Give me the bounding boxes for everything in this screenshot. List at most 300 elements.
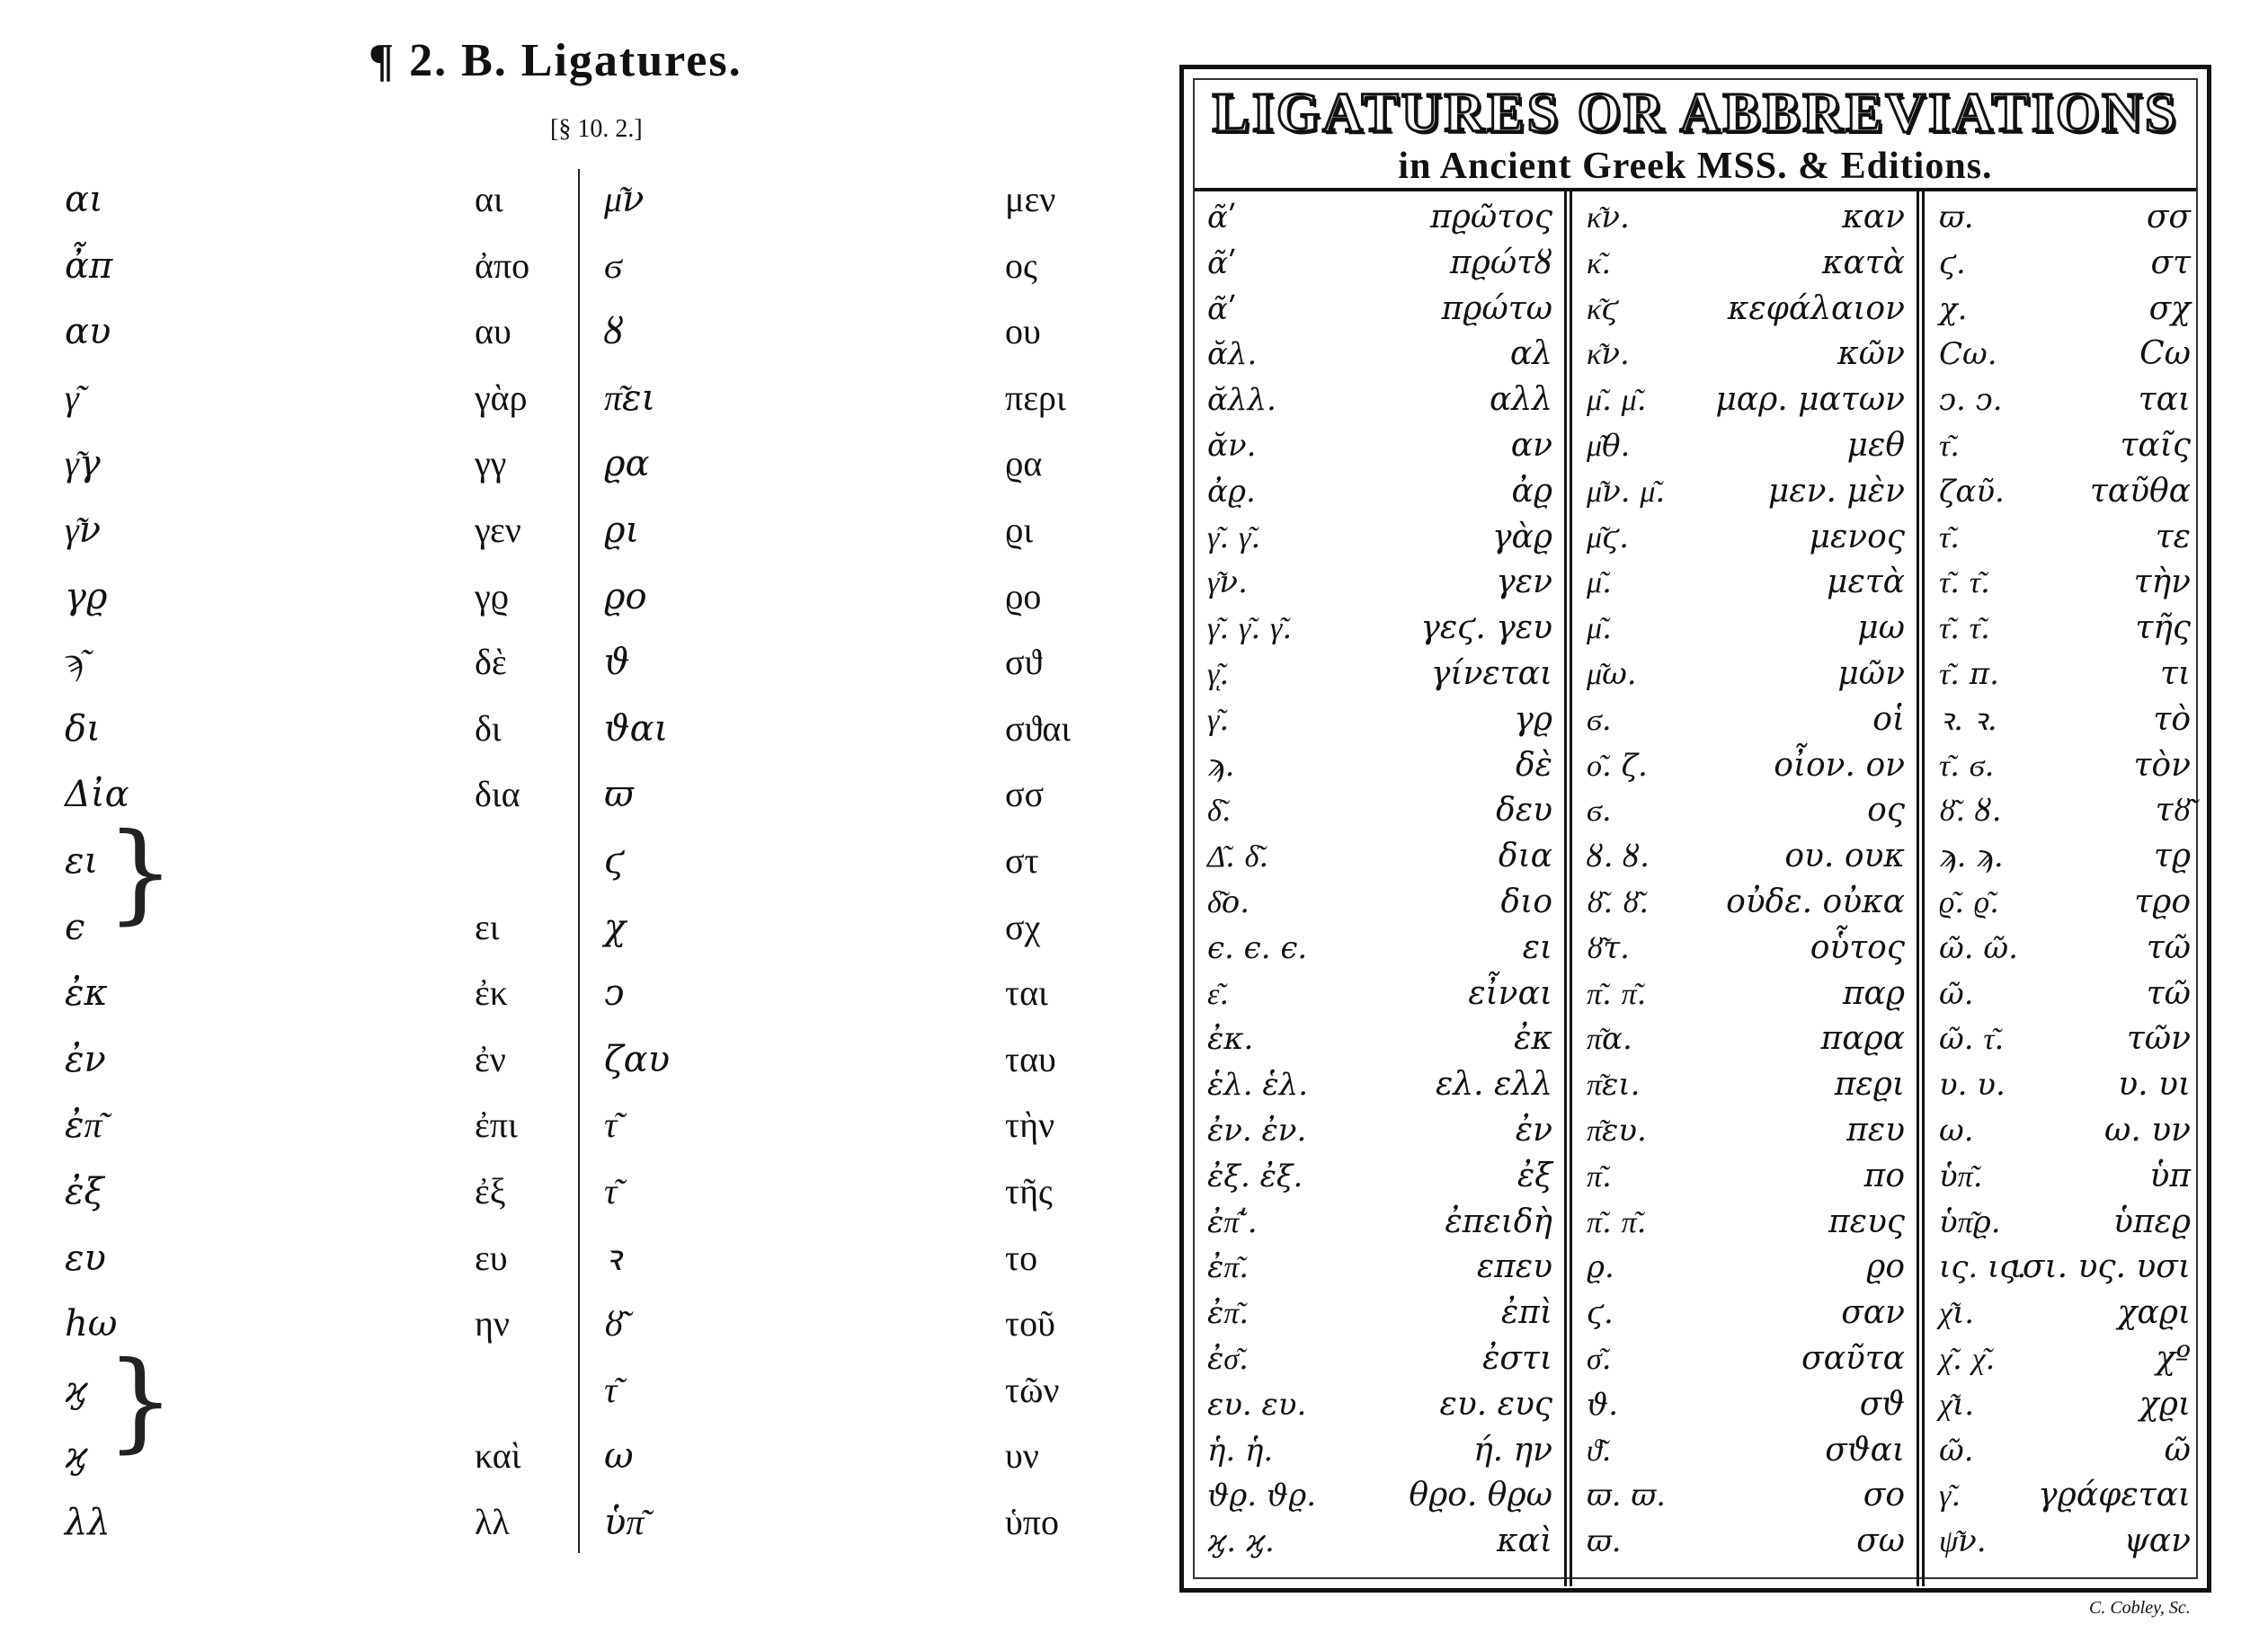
abbreviation-entry (1574, 287, 1916, 332)
ligature-glyph: τ͂ (604, 1171, 618, 1212)
ligature-row (0, 173, 1160, 237)
abbreviation-entry (1574, 652, 1916, 697)
abbreviation-entry (1195, 1428, 1563, 1473)
abbreviation-entry (1574, 1062, 1916, 1107)
abbreviation-meaning: μετὰ (1827, 564, 1905, 601)
abbreviation-meaning: καὶ (1496, 1522, 1552, 1560)
ligature-glyph: αυ (65, 311, 111, 353)
abbreviation-entry (1926, 469, 2201, 514)
abbreviation-entry (1574, 515, 1916, 560)
abbreviation-meaning: οἱ (1872, 700, 1905, 738)
abbreviation-meaning: γεν (1496, 564, 1552, 601)
ligature-transcription: ει (475, 906, 500, 947)
abbreviation-entry (1574, 697, 1916, 742)
abbreviation-meaning: πϱώτω (1441, 289, 1552, 327)
ligature-row (0, 305, 1160, 369)
abbreviation-meaning: ψαν (2123, 1522, 2191, 1560)
ligature-transcription: αι (475, 179, 503, 219)
abbreviation-glyph: γ͂. (1207, 701, 1230, 738)
abbreviation-meaning: στ (2150, 244, 2191, 281)
ligature-glyph: ϱι (604, 510, 640, 551)
abbreviation-entry (1926, 195, 2201, 240)
ligature-row (0, 966, 1160, 1031)
ligature-transcription: ϱα (1005, 443, 1043, 484)
abbreviation-meaning: αν (1510, 427, 1552, 464)
ligature-transcription: ταυ (1005, 1038, 1056, 1079)
abbreviation-entry (1574, 743, 1916, 788)
ligature-transcription: ἐξ (475, 1171, 506, 1212)
ligature-transcription: ευ (475, 1237, 508, 1278)
abbreviation-glyph: ϑ. (1587, 1386, 1619, 1423)
abbreviation-entry (1574, 1016, 1916, 1061)
abbreviation-meaning: τὸν (2133, 746, 2191, 784)
abbreviation-glyph: τ͂. (1939, 519, 1960, 555)
ligature-transcription: ϱι (1005, 510, 1034, 550)
abbreviation-meaning: τῶ (2146, 928, 2191, 966)
abbreviation-entry (1195, 1473, 1563, 1518)
abbreviation-glyph: τ͂. τ͂. (1939, 610, 1990, 647)
abbreviation-meaning: ται (2138, 381, 2191, 419)
abbreviation-entry (1195, 1154, 1563, 1199)
abbreviation-entry (1926, 560, 2201, 605)
abbreviation-meaning: πευς (1828, 1203, 1905, 1240)
ligature-glyph: αι (65, 179, 103, 220)
abbreviation-entry (1926, 788, 2201, 833)
abbreviation-entry (1926, 1291, 2201, 1336)
ligature-transcription: σσ (1005, 774, 1045, 815)
column-rule (1917, 188, 1925, 1586)
abbreviation-meaning: σαῦτα (1801, 1340, 1905, 1377)
ligature-transcription: τῶν (1005, 1369, 1060, 1410)
ligature-glyph: γ͂ν (65, 510, 102, 551)
ligature-transcription: το (1005, 1237, 1038, 1278)
abbreviation-meaning: αλ (1509, 335, 1552, 373)
abbreviation-entry (1926, 515, 2201, 560)
abbreviation-entry (1926, 287, 2201, 332)
ligature-glyph: τ͂ (604, 1369, 618, 1411)
abbreviation-entry (1195, 560, 1563, 605)
abbreviation-glyph: τ͂. (1939, 428, 1960, 464)
abbreviation-glyph: γ͂. γ͂. (1207, 519, 1261, 555)
abbreviation-glyph: γ͂. (1939, 1478, 1961, 1514)
abbreviation-entry (1926, 652, 2201, 697)
abbreviation-glyph: ϱ͂. ϱ͂. (1939, 884, 1999, 920)
abbreviation-glyph: ἡ. ἡ. (1207, 1432, 1274, 1469)
ligature-transcription: μεν (1005, 179, 1056, 219)
ligature-transcription: δι (475, 707, 502, 749)
abbreviation-meaning: ος (1867, 792, 1905, 830)
abbreviation-glyph: ꝛ. ꝛ. (1939, 701, 1997, 738)
abbreviation-glyph: κ͂ν. (1587, 200, 1630, 235)
abbreviation-entry (1195, 972, 1563, 1016)
ligature-transcription: ἐκ (475, 972, 508, 1014)
abbreviation-glyph: ȣ͂. ȣ͂. (1587, 884, 1650, 920)
plate-subtitle: in Ancient Greek MSS. & Editions. (1398, 146, 1993, 187)
ligature-row (0, 1098, 1160, 1163)
section-reference: [§ 10. 2.] (550, 115, 643, 143)
ligature-transcription: αυ (475, 311, 511, 352)
abbreviation-meaning: ὑπ (2149, 1157, 2191, 1194)
abbreviation-glyph: ϭ. (1587, 701, 1612, 738)
abbreviation-meaning: ὑπεϱ (2112, 1203, 2191, 1240)
abbreviation-glyph: ις. ις. (1939, 1249, 2027, 1286)
abbreviation-entry (1574, 788, 1916, 833)
ligature-glyph: γ͂γ (65, 443, 101, 485)
ligature-row (0, 1165, 1160, 1229)
abbreviation-entry (1195, 1200, 1563, 1245)
abbreviation-meaning: διο (1500, 883, 1552, 920)
ligature-transcription: ἐν (475, 1038, 506, 1079)
abbreviation-entry (1195, 926, 1563, 971)
abbreviation-meaning: πο (1863, 1157, 1905, 1194)
abbreviation-meaning: ή. ην (1473, 1431, 1552, 1469)
abbreviation-meaning: θϱο. θϱω (1409, 1477, 1552, 1514)
ligature-row (0, 1231, 1160, 1296)
abbreviation-entry (1195, 1245, 1563, 1290)
abbreviation-glyph: υ. υ. (1939, 1067, 2006, 1104)
abbreviation-entry (1574, 195, 1916, 240)
ligature-transcription: σϑαι (1005, 707, 1072, 749)
abbreviation-entry (1574, 423, 1916, 468)
abbreviation-entry (1195, 423, 1563, 468)
ligature-transcription: υν (1005, 1435, 1039, 1477)
abbreviation-glyph: ἐπ͂ʹ. (1207, 1203, 1258, 1240)
abbreviation-glyph: ϱ. (1587, 1249, 1614, 1286)
abbreviation-meaning: πεϱι (1834, 1066, 1905, 1104)
abbreviation-entry (1926, 1428, 2201, 1473)
abbreviation-entry (1574, 332, 1916, 377)
ligature-glyph: Δἰα (65, 774, 129, 816)
engraver-credit: C. Cobley, Sc. (2089, 1598, 2191, 1618)
abbreviation-meaning: επευ (1476, 1248, 1552, 1286)
ligature-row (0, 702, 1160, 767)
abbreviation-meaning: Cω (2139, 335, 2191, 373)
abbreviation-entry (1195, 1291, 1563, 1336)
abbreviation-glyph: χ͂ι. (1939, 1386, 1975, 1423)
ligature-transcription: περι (1005, 377, 1066, 418)
abbreviation-glyph: κ͂ϛ (1587, 290, 1619, 327)
ligature-transcription: ου (1005, 311, 1041, 352)
ligature-glyph: ϭ (604, 244, 622, 287)
abbreviation-glyph: ᾶʹ (1207, 244, 1237, 281)
abbreviation-meaning: ελ. ελλ (1436, 1066, 1552, 1104)
abbreviation-meaning: δευ (1496, 792, 1552, 830)
abbreviation-entry (1195, 697, 1563, 742)
abbreviation-meaning: παϱα (1820, 1020, 1905, 1058)
ligature-transcription: δια (475, 774, 520, 815)
ligature-transcription: στ (1005, 840, 1039, 881)
ligature-glyph: ꝛ (604, 1237, 621, 1279)
abbreviation-meaning: σχ (2148, 289, 2191, 327)
abbreviation-entry (1574, 880, 1916, 925)
abbreviation-meaning: γίνεται (1430, 655, 1552, 692)
ligature-glyph: ϗ (65, 1435, 87, 1478)
abbreviation-entry (1574, 377, 1916, 422)
ligature-glyph: hω (65, 1303, 118, 1345)
abbreviation-meaning: ϱο (1866, 1248, 1905, 1286)
brace-kai: } (106, 1339, 175, 1464)
abbreviation-meaning: μεθ (1846, 427, 1905, 464)
abbreviation-entry (1195, 469, 1563, 514)
ligature-transcription: λλ (475, 1502, 510, 1542)
abbreviation-glyph: μ͂ω. (1587, 656, 1637, 692)
abbreviation-meaning: ἀϱ (1511, 472, 1552, 510)
abbreviation-meaning: μενος (1809, 518, 1905, 555)
ligature-transcription: ος (1005, 244, 1037, 286)
abbreviation-meaning: πευ (1846, 1112, 1905, 1149)
abbreviation-glyph: ῶ. ῶ. (1939, 929, 2018, 966)
abbreviation-glyph: π͂ει. (1587, 1067, 1641, 1104)
ligature-transcription: σϑ (1005, 642, 1043, 683)
ligature-transcription: ὑπο (1005, 1502, 1059, 1542)
abbreviation-entry (1195, 743, 1563, 788)
abbreviation-meaning: τὴν (2133, 564, 2191, 601)
ligature-row (0, 1033, 1160, 1097)
ligature-glyph: μ͂ν (604, 179, 645, 220)
ligature-transcription: τὴν (1005, 1105, 1055, 1146)
abbreviation-meaning: υ. υι (2118, 1066, 2191, 1104)
abbreviation-meaning: κεφάλαιον (1727, 289, 1905, 327)
abbreviation-glyph: ὑπ͂ϱ. (1939, 1203, 2001, 1240)
ligature-transcription: γγ (475, 443, 507, 484)
abbreviation-entry (1574, 1291, 1916, 1336)
abbreviation-entry (1926, 1200, 2201, 1245)
abbreviation-glyph: χ͂. χ͂. (1939, 1341, 1996, 1377)
abbreviation-meaning: γϱ (1514, 700, 1552, 738)
abbreviation-glyph: μ͂. (1587, 564, 1612, 601)
abbreviation-glyph: ȣ͂τ. (1587, 929, 1630, 966)
abbreviation-glyph: ᾶʹ (1207, 200, 1237, 235)
abbreviation-meaning: σαν (1841, 1294, 1905, 1332)
abbreviation-entry (1195, 788, 1563, 833)
ligature-row (0, 1496, 1160, 1560)
abbreviation-meaning: γεϛ. γευ (1420, 609, 1552, 647)
abbreviation-glyph: μ͂. μ͂. (1587, 382, 1647, 419)
abbreviation-glyph: ε͂. (1207, 975, 1230, 1012)
abbreviation-entry (1926, 1154, 2201, 1199)
abbreviation-entry (1574, 972, 1916, 1016)
ligature-glyph: ἐν (65, 1038, 106, 1080)
ligature-row (0, 239, 1160, 304)
ligature-transcription: τῆς (1005, 1171, 1053, 1212)
abbreviation-entry (1926, 606, 2201, 651)
abbreviation-entry (1926, 1108, 2201, 1153)
abbreviation-glyph: ῶ. (1939, 975, 1974, 1012)
abbreviation-meaning: παϱ (1842, 974, 1905, 1012)
abbreviation-entry (1926, 1382, 2201, 1427)
ligature-glyph: ἐξ (65, 1171, 104, 1212)
abbreviation-entry (1926, 1062, 2201, 1107)
abbreviation-glyph: ὑπ͂. (1939, 1158, 1983, 1194)
abbreviation-meaning: μω (1857, 609, 1905, 647)
abbreviation-meaning: ισι. υς. υσι (2009, 1248, 2191, 1286)
abbreviation-entry (1926, 972, 2201, 1016)
ligature-glyph: π͂ει (604, 377, 656, 419)
abbreviation-meaning: ταῦθα (2089, 472, 2191, 510)
abbreviation-glyph: κ͂. (1587, 244, 1612, 281)
abbreviation-entry (1574, 241, 1916, 286)
abbreviation-glyph: μ͂ϛ. (1587, 519, 1629, 555)
abbreviation-glyph: ῶ. τ͂. (1939, 1021, 2005, 1058)
abbreviation-meaning: τῶ (2146, 974, 2191, 1012)
abbreviation-entry (1195, 332, 1563, 377)
abbreviation-meaning: πϱώτȣ (1450, 244, 1552, 281)
abbreviation-meaning: ῶ (2164, 1431, 2191, 1469)
abbreviation-glyph: μ͂θ. (1587, 428, 1631, 464)
abbreviation-glyph: ἐξ. ἐξ. (1207, 1158, 1303, 1194)
abbreviation-meaning: οἶον. ον (1774, 746, 1905, 784)
abbreviation-glyph: ο͂. ζ. (1587, 747, 1648, 784)
abbreviation-meaning: ου. ουκ (1784, 838, 1905, 875)
abbreviation-meaning: μῶν (1837, 655, 1905, 692)
abbreviation-meaning: χº (2156, 1340, 2191, 1377)
ligature-transcription: γεν (475, 510, 521, 550)
abbreviation-glyph: ἐκ. (1207, 1021, 1254, 1058)
ligature-glyph: ϑ (604, 642, 630, 684)
abbreviation-glyph: ζαῦ. (1939, 473, 2005, 510)
abbreviation-entry (1195, 652, 1563, 697)
abbreviation-meaning: ἐξ (1516, 1157, 1552, 1194)
abbreviation-entry (1926, 926, 2201, 971)
abbreviation-glyph: ϡ. (1207, 747, 1235, 784)
ligature-glyph: ȣ (604, 311, 625, 353)
ligature-glyph: ϑαι (604, 707, 669, 750)
abbreviation-meaning: ταῖς (2120, 427, 2191, 464)
abbreviation-entry (1195, 377, 1563, 422)
abbreviation-glyph: π͂. π͂. (1587, 1203, 1647, 1240)
abbreviation-entry (1926, 241, 2201, 286)
abbreviation-glyph: σ͂. (1587, 1341, 1612, 1377)
abbreviation-entry (1926, 1473, 2201, 1518)
abbreviation-entry (1574, 1200, 1916, 1245)
abbreviation-glyph: π͂α. (1587, 1021, 1632, 1058)
abbreviation-entry (1195, 287, 1563, 332)
abbreviation-glyph: π͂. π͂. (1587, 975, 1647, 1012)
abbreviation-meaning: σϑ (1859, 1385, 1905, 1423)
abbreviation-meaning: τὸ (2153, 700, 2191, 738)
abbreviation-glyph: ευ. ευ. (1207, 1386, 1307, 1423)
ligature-glyph: ὑπ͂ (604, 1502, 645, 1543)
ligature-glyph: χ (604, 906, 627, 948)
abbreviation-entry (1195, 1062, 1563, 1107)
abbreviation-meaning: τϱο (2134, 883, 2191, 920)
abbreviation-meaning: μαρ. ματων (1715, 381, 1905, 419)
abbreviation-entry (1195, 1519, 1563, 1564)
abbreviation-meaning: τȣ͂ (2155, 792, 2191, 830)
ligature-glyph: ϵ (65, 906, 85, 948)
abbreviation-meaning: δια (1498, 838, 1552, 875)
abbreviation-meaning: δὲ (1516, 746, 1552, 784)
ligature-glyph: ἐκ (65, 972, 108, 1015)
abbreviation-glyph: μ͂. (1587, 610, 1612, 647)
abbreviation-glyph: χ͂ι. (1939, 1295, 1975, 1332)
abbreviation-entry (1926, 377, 2201, 422)
abbreviation-meaning: εἶναι (1468, 974, 1552, 1012)
abbreviation-glyph: δ͂ο. (1207, 884, 1250, 920)
abbreviation-glyph: ͻ. ͻ. (1939, 382, 2003, 419)
ligature-transcription: ἀπο (475, 244, 530, 286)
abbreviation-entry (1195, 606, 1563, 651)
abbreviation-glyph: Cω. (1939, 336, 1997, 373)
abbreviation-glyph: ψ͂ν. (1939, 1523, 1987, 1560)
abbreviation-glyph: δ͂. (1207, 793, 1232, 830)
ligature-transcription: ϱο (1005, 575, 1042, 617)
abbreviation-meaning: οὐδε. οὐκα (1726, 883, 1905, 920)
ligature-glyph: δι (65, 707, 101, 750)
section-title: ¶ 2. B. Ligatures. (369, 35, 743, 86)
ligature-transcription: σχ (1005, 906, 1041, 947)
abbreviation-glyph: ἐπ͂. (1207, 1249, 1250, 1286)
abbreviation-glyph: ϛ. (1587, 1295, 1614, 1332)
abbreviation-glyph: π͂ευ. (1587, 1113, 1647, 1149)
abbreviation-meaning: οὗτος (1810, 928, 1905, 966)
abbreviation-entry (1926, 423, 2201, 468)
abbreviation-glyph: ᾰλ. (1207, 336, 1258, 373)
plate-column-2 (1574, 188, 1916, 1572)
abbreviation-glyph: γ͂ν. (1207, 564, 1248, 601)
abbreviation-meaning: χϱι (2139, 1385, 2191, 1423)
abbreviation-entry (1574, 1108, 1916, 1153)
abbreviation-glyph: γ͂. γ͂. γ͂. (1207, 610, 1293, 647)
ligature-glyph: ει (65, 840, 99, 882)
plate-title: LIGATURES OR ABBREVIATIONS (1212, 83, 2179, 144)
ligature-transcription: δὲ (475, 642, 507, 683)
abbreviation-glyph: κ͂ν. (1587, 336, 1630, 373)
abbreviation-entry (1574, 926, 1916, 971)
ligature-glyph: γϱ (65, 575, 108, 617)
abbreviation-glyph: ῶ. (1939, 1432, 1974, 1469)
ligature-transcription: ται (1005, 972, 1048, 1014)
abbreviation-meaning: τι (2159, 655, 2191, 692)
ligature-glyph: ἐπ͂ (65, 1105, 102, 1147)
abbreviation-meaning: τϱ (2153, 838, 2191, 875)
abbreviation-entry (1574, 1154, 1916, 1199)
abbreviation-glyph: ϛ. (1939, 244, 1966, 281)
abbreviation-entry (1574, 1245, 1916, 1290)
abbreviation-plate (1179, 65, 2211, 1593)
ligature-glyph: λλ (65, 1502, 111, 1543)
abbreviation-entry (1926, 743, 2201, 788)
abbreviation-meaning: ἐπὶ (1500, 1294, 1552, 1332)
ligature-transcription: ἐπι (475, 1105, 518, 1146)
ligature-glyph: ϗ (65, 1369, 87, 1411)
abbreviation-glyph: μ͂ν. μ͂. (1587, 473, 1666, 510)
abbreviation-meaning: ευ. ευς (1439, 1385, 1552, 1423)
abbreviation-entry (1195, 515, 1563, 560)
brace-ei: } (106, 811, 175, 936)
ligature-glyph: ευ (65, 1237, 106, 1279)
abbreviation-glyph: ω. (1939, 1113, 1974, 1149)
ligature-transcription: γϱ (475, 575, 510, 617)
abbreviation-entry (1195, 1016, 1563, 1061)
abbreviation-entry (1574, 834, 1916, 879)
column-rule (1564, 188, 1572, 1586)
abbreviation-glyph: ἑλ. ἑλ. (1207, 1067, 1309, 1104)
abbreviation-entry (1574, 560, 1916, 605)
ligature-glyph: ϱα (604, 443, 650, 485)
abbreviation-glyph: ϖ. (1939, 200, 1974, 235)
ligature-glyph: ἆπ (65, 244, 113, 287)
abbreviation-glyph: π͂. (1587, 1158, 1612, 1194)
abbreviation-entry (1926, 332, 2201, 377)
abbreviation-entry (1195, 880, 1563, 925)
ligature-transcription: ην (475, 1303, 511, 1345)
abbreviation-entry (1926, 1016, 2201, 1061)
ligature-glyph: ζαυ (604, 1038, 671, 1080)
ligature-glyph: ϱο (604, 575, 647, 617)
abbreviation-meaning: ει (1522, 928, 1552, 966)
abbreviation-meaning: καν (1842, 199, 1905, 235)
